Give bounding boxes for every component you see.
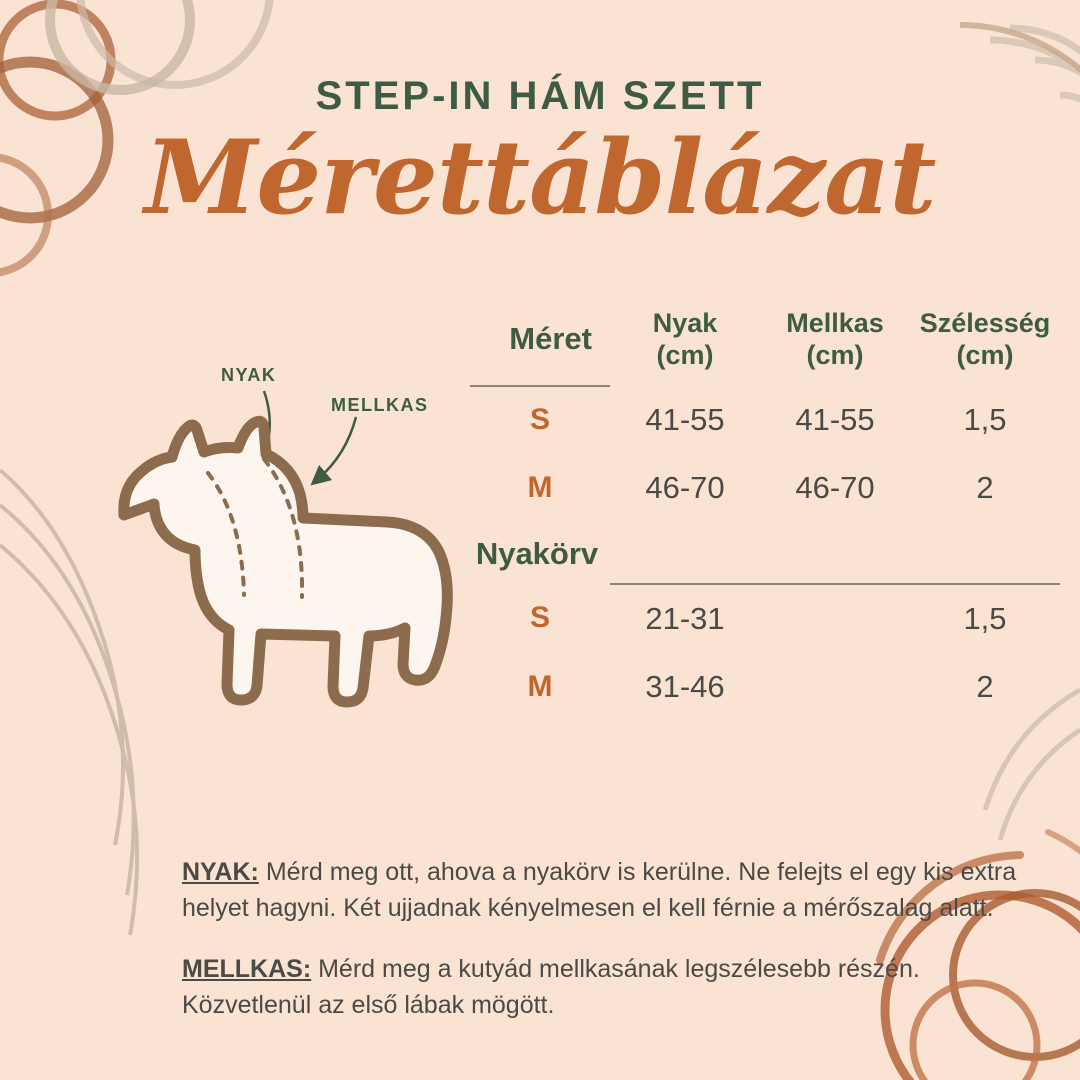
header-neck-line1: Nyak bbox=[652, 308, 718, 338]
cell-size: S bbox=[529, 403, 550, 437]
size-table-container bbox=[470, 298, 1060, 757]
cell-chest: 41-55 bbox=[795, 401, 875, 437]
section-blank-width bbox=[910, 522, 1060, 584]
table-header-row bbox=[470, 298, 1060, 386]
footer-blank-neck bbox=[610, 721, 760, 757]
cell-chest bbox=[760, 653, 910, 721]
note-neck bbox=[182, 855, 1042, 926]
cell-size: S bbox=[529, 601, 550, 635]
header-width bbox=[910, 298, 1060, 386]
section-blank-chest bbox=[760, 522, 910, 584]
section-blank-neck bbox=[610, 522, 760, 584]
cell-width: 1,5 bbox=[963, 401, 1007, 437]
cell-chest: 46-70 bbox=[795, 469, 875, 505]
table-row bbox=[470, 454, 1060, 522]
note-chest-text: Mérd meg a kutyád mellkasának legszélesebb részén. Közvetlenül az első lábak mögött. bbox=[182, 955, 920, 1019]
note-neck-text: Mérd meg ott, ahova a nyakörv is kerülne. Ne felejts el egy kis extra helyet hagyni. Két ujjadnak kényelmesen el kell férnie a mérőszalag alatt. bbox=[182, 858, 1017, 922]
cell-chest bbox=[760, 584, 910, 653]
header-width-line1: Szélesség bbox=[919, 308, 1051, 338]
cell-width: 1,5 bbox=[963, 600, 1007, 636]
page-subtitle: Mérettáblázat bbox=[144, 118, 936, 238]
table-section-row-collar bbox=[470, 522, 1060, 584]
page-title: STEP-IN HÁM SZETT bbox=[315, 74, 765, 118]
table-footer-spacer bbox=[470, 721, 1060, 757]
cell-neck: 41-55 bbox=[645, 401, 725, 437]
header-neck bbox=[610, 298, 760, 386]
cell-neck: 31-46 bbox=[645, 668, 725, 704]
cell-size: M bbox=[527, 470, 553, 504]
note-chest-label: MELLKAS: bbox=[182, 955, 312, 983]
neck-callout-label: NYAK bbox=[221, 365, 277, 385]
footer-blank-width bbox=[910, 721, 1060, 757]
header-chest bbox=[760, 298, 910, 386]
table-row bbox=[470, 386, 1060, 454]
header-width-line2: (cm) bbox=[956, 339, 1014, 370]
table-row bbox=[470, 584, 1060, 653]
size-table bbox=[470, 298, 1060, 757]
chest-callout-label: MELLKAS bbox=[331, 395, 429, 415]
cell-size: M bbox=[527, 669, 553, 703]
note-chest bbox=[182, 952, 1042, 1023]
page-header bbox=[0, 74, 1080, 238]
dog-illustration bbox=[96, 355, 476, 735]
footer-blank-chest bbox=[760, 721, 910, 757]
section-label-collar: Nyakörv bbox=[475, 535, 599, 571]
cell-neck: 46-70 bbox=[645, 469, 725, 505]
cell-width: 2 bbox=[976, 668, 994, 704]
cell-width: 2 bbox=[976, 469, 994, 505]
cell-neck: 21-31 bbox=[645, 600, 725, 636]
footer-blank-label bbox=[470, 721, 610, 757]
table-row bbox=[470, 653, 1060, 721]
header-neck-line2: (cm) bbox=[656, 339, 714, 370]
measurement-notes bbox=[182, 855, 1042, 1049]
note-neck-label: NYAK: bbox=[182, 858, 259, 886]
header-chest-line1: Mellkas bbox=[786, 308, 884, 338]
header-size: Méret bbox=[470, 298, 610, 386]
header-chest-line2: (cm) bbox=[806, 339, 864, 370]
